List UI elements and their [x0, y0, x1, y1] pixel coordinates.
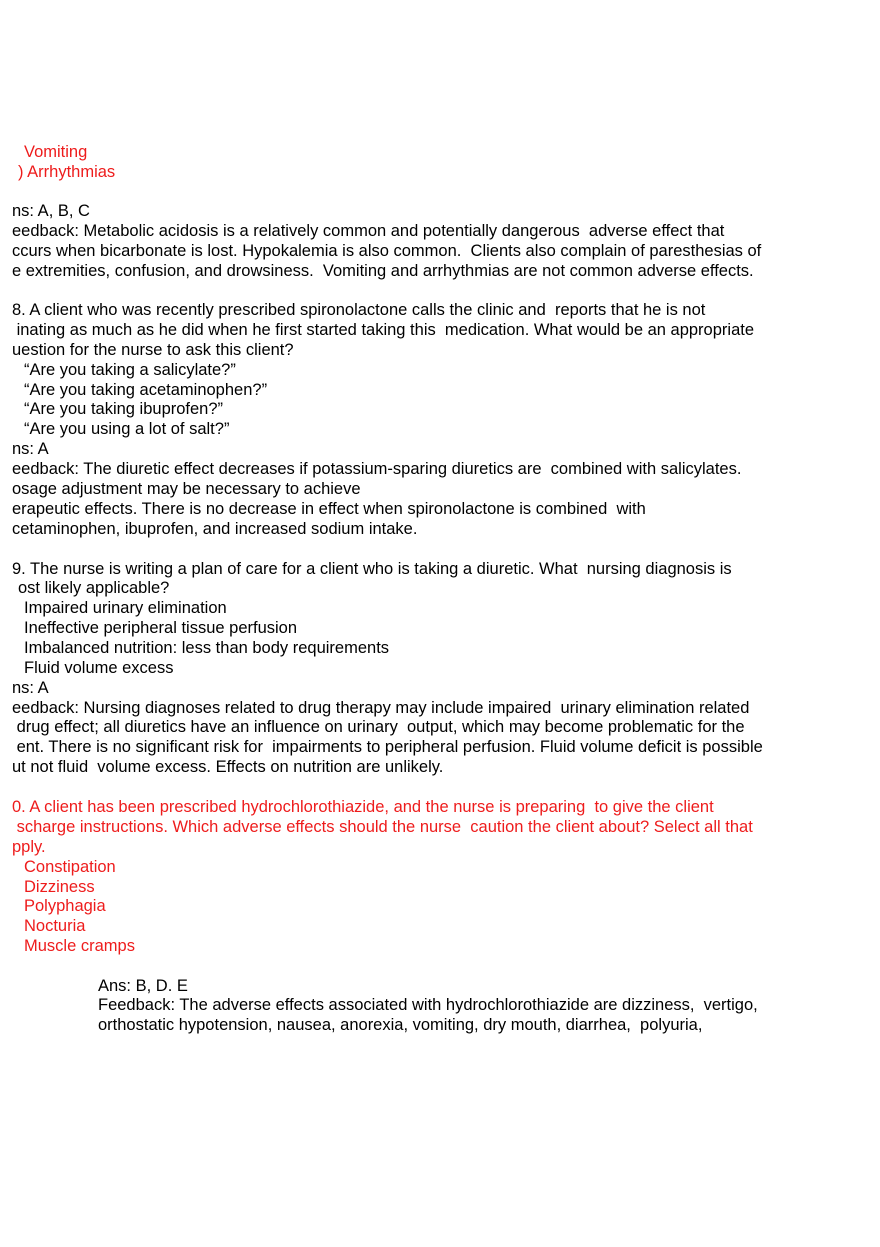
q8-feedback-line-3: erapeutic effects. There is no decrease in effect when spironolactone is combined with: [12, 500, 646, 518]
q9-feedback-line-4: ut not fluid volume excess. Effects on nutrition are unlikely.: [12, 758, 444, 776]
q7-option-d: Vomiting: [24, 143, 88, 161]
q10-option-d: Nocturia: [24, 917, 86, 935]
q7-option-e: ) Arrhythmias: [18, 163, 116, 181]
q10-question-line-3: pply.: [12, 838, 46, 856]
q9-option-b: Ineffective peripheral tissue perfusion: [24, 619, 298, 637]
q8-feedback-line-4: cetaminophen, ibuprofen, and increased sodium intake.: [12, 520, 418, 538]
q7-feedback-line-1: eedback: Metabolic acidosis is a relatively common and potentially dangerous adverse effect that: [12, 222, 725, 240]
q7-feedback-line-2: ccurs when bicarbonate is lost. Hypokalemia is also common. Clients also complain of paresthesias of: [12, 242, 762, 260]
q8-answer: ns: A: [12, 440, 49, 458]
q10-option-a: Constipation: [24, 858, 116, 876]
q10-answer: Ans: B, D. E: [98, 977, 188, 995]
q10-question-line-2: scharge instructions. Which adverse effects should the nurse caution the client about? Select all that: [12, 818, 753, 836]
q9-option-a: Impaired urinary elimination: [24, 599, 227, 617]
q10-question-line-1: 0. A client has been prescribed hydrochlorothiazide, and the nurse is preparing to give the client: [12, 798, 714, 816]
q8-option-a: “Are you taking a salicylate?”: [24, 361, 236, 379]
q9-feedback-line-1: eedback: Nursing diagnoses related to drug therapy may include impaired urinary elimination related: [12, 699, 750, 717]
q9-question-line-1: 9. The nurse is writing a plan of care for a client who is taking a diuretic. What nursing diagnosis is: [12, 560, 732, 578]
q10-feedback-line-1: Feedback: The adverse effects associated with hydrochlorothiazide are dizziness, vertigo,: [98, 996, 758, 1014]
q8-question-line-2: inating as much as he did when he first started taking this medication. What would be an appropriate: [12, 321, 755, 339]
q9-answer: ns: A: [12, 679, 49, 697]
q8-option-b: “Are you taking acetaminophen?”: [24, 381, 268, 399]
q10-option-c: Polyphagia: [24, 897, 106, 915]
q9-feedback-line-2: drug effect; all diuretics have an influence on urinary output, which may become problematic for the: [12, 718, 745, 736]
q7-answer: ns: A, B, C: [12, 202, 90, 220]
q8-feedback-line-2: osage adjustment may be necessary to achieve: [12, 480, 361, 498]
q9-feedback-line-3: ent. There is no significant risk for impairments to peripheral perfusion. Fluid volume deficit is possible: [12, 738, 763, 756]
q10-option-b: Dizziness: [24, 878, 95, 896]
q10-option-e: Muscle cramps: [24, 937, 135, 955]
q9-option-c: Imbalanced nutrition: less than body requirements: [24, 639, 390, 657]
q8-question-line-1: 8. A client who was recently prescribed spironolactone calls the clinic and reports that he is not: [12, 301, 706, 319]
q9-option-d: Fluid volume excess: [24, 659, 174, 677]
q8-question-line-3: uestion for the nurse to ask this client?: [12, 341, 294, 359]
q9-question-line-2: ost likely applicable?: [18, 579, 170, 597]
q8-option-c: “Are you taking ibuprofen?”: [24, 400, 224, 418]
q8-feedback-line-1: eedback: The diuretic effect decreases if potassium-sparing diuretics are combined with salicylates.: [12, 460, 742, 478]
q10-feedback-line-2: orthostatic hypotension, nausea, anorexia, vomiting, dry mouth, diarrhea, polyuria,: [98, 1016, 703, 1034]
q8-option-d: “Are you using a lot of salt?”: [24, 420, 230, 438]
q7-feedback-line-3: e extremities, confusion, and drowsiness. Vomiting and arrhythmias are not common adverse effects.: [12, 262, 754, 280]
